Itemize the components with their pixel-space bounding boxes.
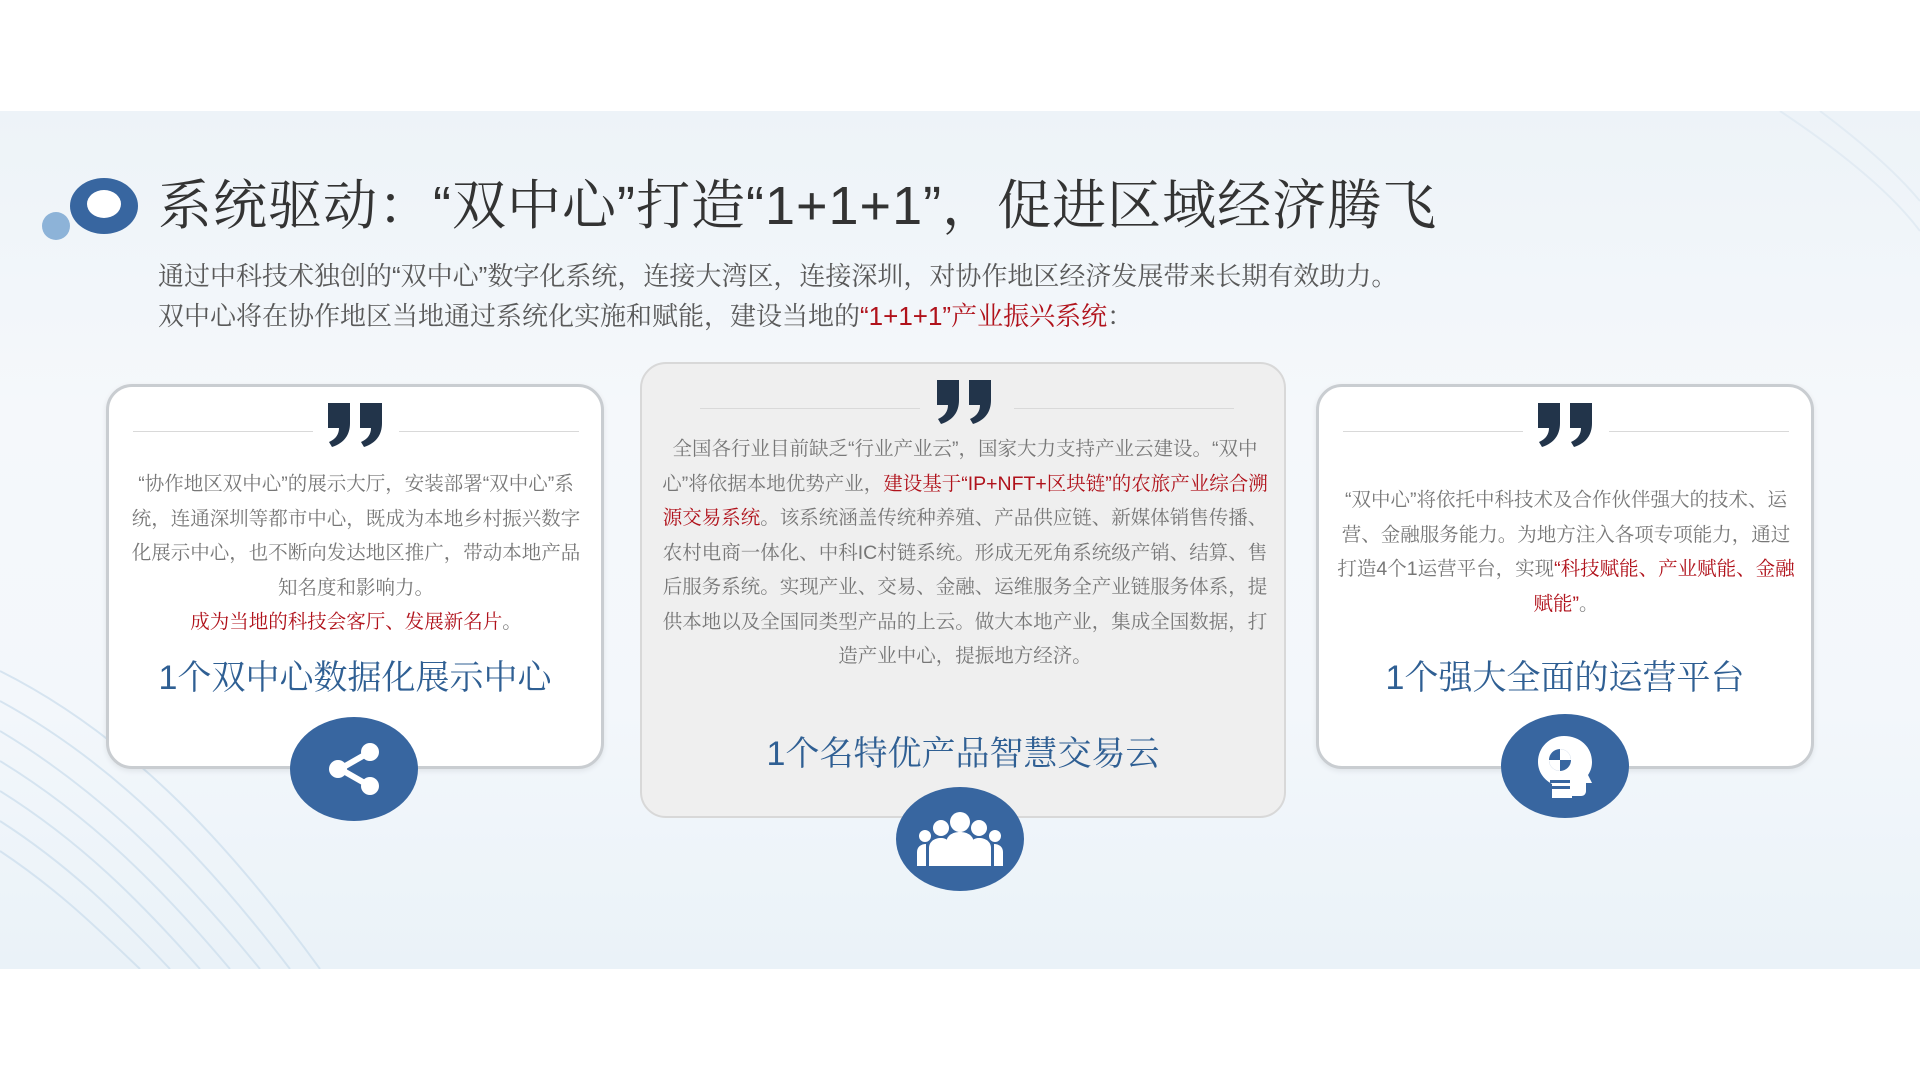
- card-divider-left: [133, 431, 313, 432]
- intro-line-1: 通过中科技术独创的“双中心”数字化系统，连接大湾区，连接深圳，对协作地区经济发展带来长期有效助力。: [158, 261, 1398, 291]
- group-icon-badge: [896, 787, 1024, 891]
- card-body-suffix: 。该系统涵盖传统种养殖、产品供应链、新媒体销售传播、农村电商一体化、中科IC村链系统。形成无死角系统级产销、结算、售后服务系统。实现产业、交易、金融、运维服务全产业链服务体系，提供本地以及全国同类型产品的上云。做大本地产业，集成全国数据，打造产业中心，提振地方经济。: [662, 507, 1268, 667]
- card-title: 1个名特优产品智慧交易云: [766, 735, 1160, 773]
- intro-line-2-prefix: 双中心将在协作地区当地通过系统化实施和赋能，建设当地的: [158, 301, 861, 331]
- card-body-text: “双中心”将依托中科技术及合作伙伴强大的技术、运营、金融服务能力。为地方注入各项专项能力，通过打造4个1运营平台，实现: [1337, 489, 1791, 580]
- card-divider-left: [700, 408, 920, 409]
- card-divider-right: [1014, 408, 1234, 409]
- card-title: 1个强大全面的运营平台: [1385, 659, 1745, 697]
- intro-line-2: [158, 296, 1758, 336]
- share-icon-badge: [290, 717, 418, 821]
- brain-head-icon: [1534, 734, 1596, 798]
- slide: [0, 111, 1920, 969]
- quote-icon: [1536, 401, 1596, 447]
- page-title: 系统驱动：“双中心”打造“1+1+1”，促进区域经济腾飞: [158, 176, 1438, 236]
- intro-highlight: “1+1+1”产业振兴系统: [860, 301, 1108, 331]
- share-icon: [322, 741, 386, 797]
- quote-icon: [326, 401, 386, 447]
- card-divider-left: [1343, 431, 1523, 432]
- card-title: 1个双中心数据化展示中心: [158, 659, 552, 697]
- intro-line-2-suffix: ：: [1107, 301, 1134, 331]
- card-body: [123, 467, 589, 640]
- card-body-text: “协作地区双中心”的展示大厅，安装部署“双中心”系统，连通深圳等都市中心，既成为本地乡村振兴数字化展示中心，也不断向发达地区推广，带动本地产品知名度和影响力。: [131, 473, 581, 599]
- card-highlight: 成为当地的科技会客厅、发展新名片: [190, 611, 503, 633]
- card-highlight-suffix: 。: [1578, 592, 1599, 615]
- title-bullet-icon: [40, 168, 150, 248]
- card-trade-cloud: [640, 362, 1286, 818]
- card-body: [1333, 483, 1799, 621]
- quote-icon: [935, 378, 995, 424]
- group-icon: [917, 810, 1003, 868]
- card-body: [656, 432, 1274, 674]
- card-highlight: 建设基于“IP+NFT+区块链”的农旅产业综合溯源交易系统: [662, 472, 1268, 529]
- card-divider-right: [399, 431, 579, 432]
- brain-head-icon-badge: [1501, 714, 1629, 818]
- card-highlight: “科技赋能、产业赋能、金融赋能”: [1533, 558, 1795, 615]
- card-highlight-suffix: 。: [502, 611, 522, 633]
- intro-text: [158, 256, 1758, 336]
- card-display-center: [106, 384, 604, 769]
- card-operation-platform: [1316, 384, 1814, 769]
- card-body-prefix: 全国各行业目前缺乏“行业产业云”，国家大力支持产业云建设。“双中心”将依据本地优势产业，: [662, 438, 1258, 495]
- card-divider-right: [1609, 431, 1789, 432]
